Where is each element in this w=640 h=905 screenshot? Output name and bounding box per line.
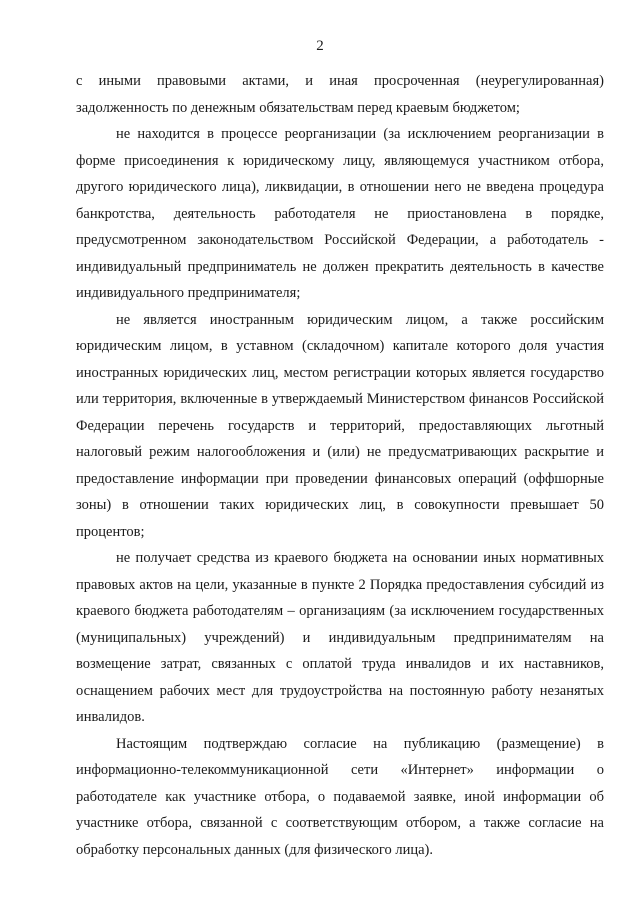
paragraph-consent: Настоящим подтверждаю согласие на публикацию (размещение) в информационно-телекоммуникационной сети «Интернет» информации о работодателе как участнике отбора, о подаваемой заявке, иной информации об участнике отбора, связанной с соответствующим отбором, а также согласие на обработку персональных данных (для физического лица). (76, 735, 604, 858)
paragraph-budget-funds: не получает средства из краевого бюджета на основании иных нормативных правовых актов на цели, указанные в пункте 2 Порядка предоставления субсидий из краевого бюджета работодателям – организациям (за исключением государственных (муниципальных) учреждений) и индивидуальным предпринимателям на возмещение затрат, связанных с оплатой труда инвалидов и их наставников, оснащением рабочих мест для трудоустройства на постоянную работу незанятых инвалидов. (76, 550, 604, 725)
page-number: 2 (316, 38, 324, 54)
paragraph-foreign-entity: не является иностранным юридическим лицом, а также российским юридическим лицом, в уставном (складочном) капитале которого доля участия иностранных юридических лиц, местом регистрации которых является государство или территория, включенные в утверждаемый Министерством финансов Российской Федерации перечень государств и территорий, предоставляющих льготный налоговый режим налогообложения и (или) не предусматривающих раскрытие и предоставление информации при проведении финансовых операций (оффшорные зоны) в отношении таких юридических лиц, в совокупности превышает 50 процентов; (76, 311, 604, 540)
document-body (76, 68, 604, 863)
paragraph-reorganization: не находится в процессе реорганизации (за исключением реорганизации в форме присоединения к юридическому лицу, являющемуся участником отбора, другого юридического лица), ликвидации, в отношении него не введена процедура банкротства, деятельность работодателя не приостановлена в порядке, предусмотренном законодательством Российской Федерации, а работодатель - индивидуальный предприниматель не должен прекратить деятельность в качестве индивидуального предпринимателя; (76, 126, 604, 301)
paragraph-debt-continuation: с иными правовыми актами, и иная просроченная (неурегулированная) задолженность по денежным обязательствам перед краевым бюджетом; (76, 73, 604, 116)
